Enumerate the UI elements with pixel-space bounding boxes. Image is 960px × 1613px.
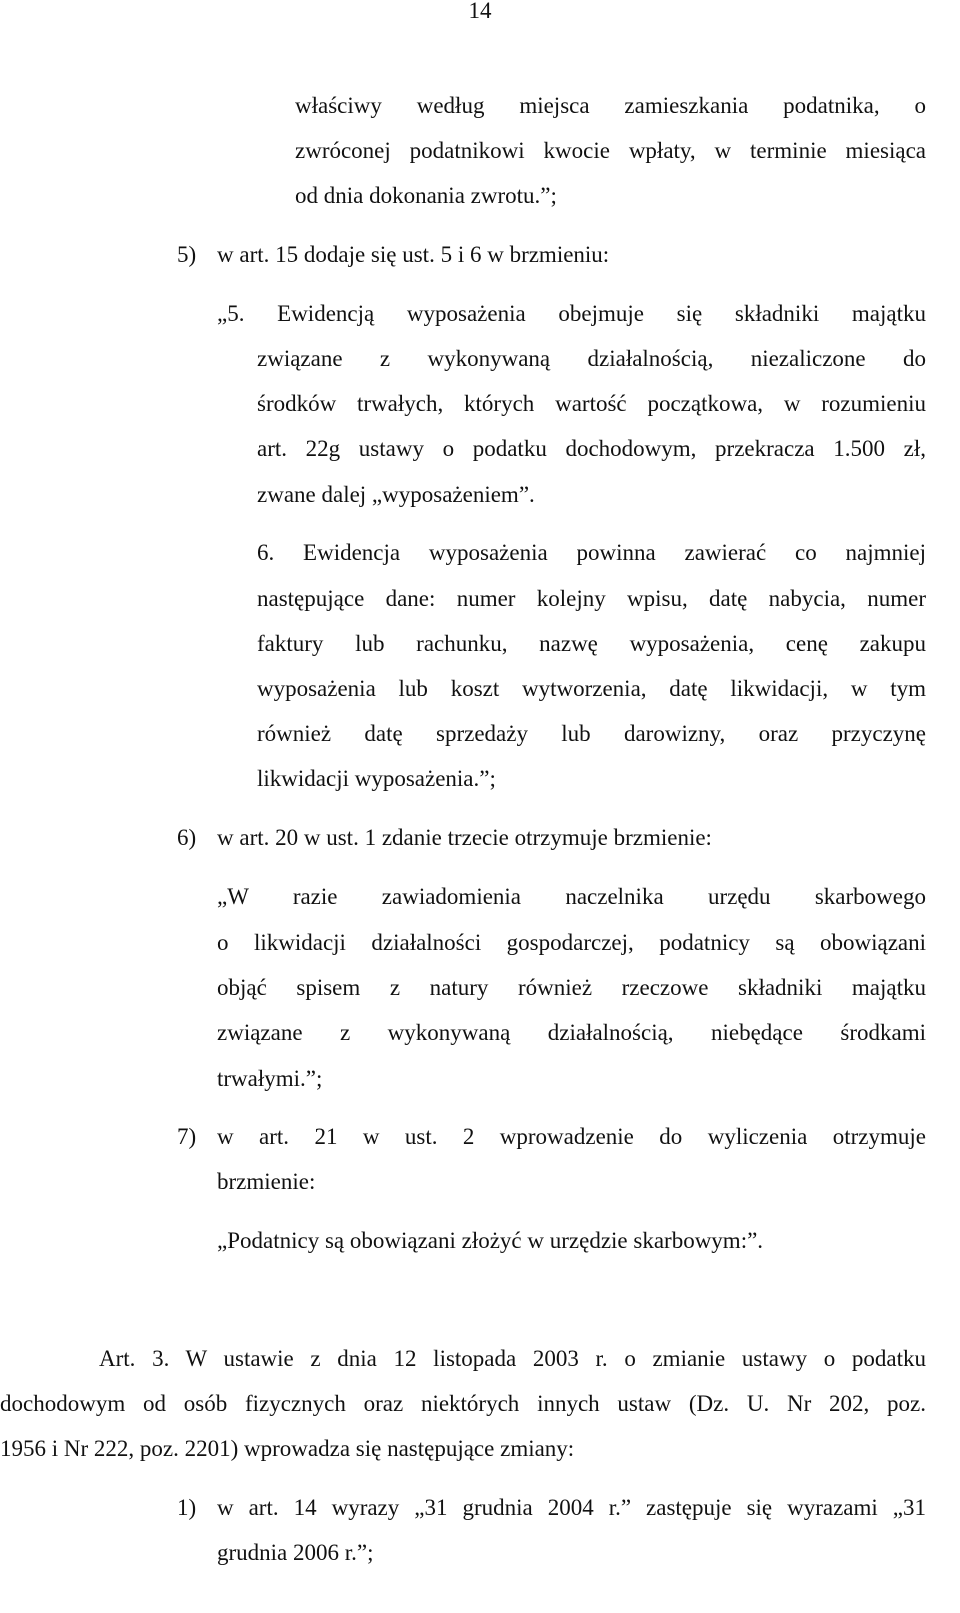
text-line: 6. Ewidencja wyposażenia powinna zawierać co najmniej	[257, 540, 926, 565]
text-line: zwróconej podatnikowi kwocie wpłaty, w terminie miesiąca	[295, 138, 926, 163]
text-line: faktury lub rachunku, nazwę wyposażenia, cenę zakupu	[257, 631, 926, 656]
text-line: „5. Ewidencją wyposażenia obejmuje się składniki majątku	[217, 301, 926, 326]
text-line: art. 22g ustawy o podatku dochodowym, przekracza 1.500 zł,	[257, 436, 926, 461]
text-line: Art. 3. W ustawie z dnia 12 listopada 2003 r. o zmianie ustawy o podatku	[99, 1346, 926, 1371]
item-number: 5)	[177, 242, 197, 267]
text-line: właściwy według miejsca zamieszkania podatnika, o	[295, 93, 926, 118]
text-line: dochodowym od osób fizycznych oraz niektórych innych ustaw (Dz. U. Nr 202, poz.	[0, 1391, 926, 1416]
item-number: 1)	[177, 1495, 197, 1520]
item-number: 6)	[177, 825, 197, 850]
text-line: „W razie zawiadomienia naczelnika urzędu skarbowego	[217, 884, 926, 909]
text-line: likwidacji wyposażenia.”;	[257, 766, 496, 791]
text-line: wyposażenia lub koszt wytworzenia, datę likwidacji, w tym	[257, 676, 926, 701]
text-line: w art. 21 w ust. 2 wprowadzenie do wyliczenia otrzymuje	[217, 1124, 926, 1149]
text-line: następujące dane: numer kolejny wpisu, datę nabycia, numer	[257, 586, 926, 611]
text-line: związane z wykonywaną działalnością, niezaliczone do	[257, 346, 926, 371]
text-line: zwane dalej „wyposażeniem”.	[257, 482, 535, 507]
quote-text: „Podatnicy są obowiązani złożyć w urzędzie skarbowym:”.	[217, 1228, 764, 1253]
text-line: związane z wykonywaną działalnością, niebędące środkami	[217, 1020, 926, 1045]
text-line: objąć spisem z natury również rzeczowe składniki majątku	[217, 975, 926, 1000]
text-line: środków trwałych, których wartość początkowa, w rozumieniu	[257, 391, 926, 416]
text-line: 1956 i Nr 222, poz. 2201) wprowadza się następujące zmiany:	[0, 1436, 575, 1461]
text-line: o likwidacji działalności gospodarczej, podatnicy są obowiązani	[217, 930, 926, 955]
item-intro: w art. 20 w ust. 1 zdanie trzecie otrzymuje brzmienie:	[217, 825, 712, 850]
item-number: 7)	[177, 1124, 197, 1149]
text-line: brzmienie:	[217, 1169, 316, 1194]
text-line: od dnia dokonania zwrotu.”;	[295, 183, 557, 208]
text-line: trwałymi.”;	[217, 1066, 323, 1091]
text-line: grudnia 2006 r.”;	[217, 1540, 374, 1565]
page-number: 14	[468, 0, 492, 23]
text-line: również datę sprzedaży lub darowizny, oraz przyczynę	[257, 721, 926, 746]
text-line: w art. 14 wyrazy „31 grudnia 2004 r.” zastępuje się wyrazami „31	[217, 1495, 926, 1520]
item-intro: w art. 15 dodaje się ust. 5 i 6 w brzmieniu:	[217, 242, 610, 267]
